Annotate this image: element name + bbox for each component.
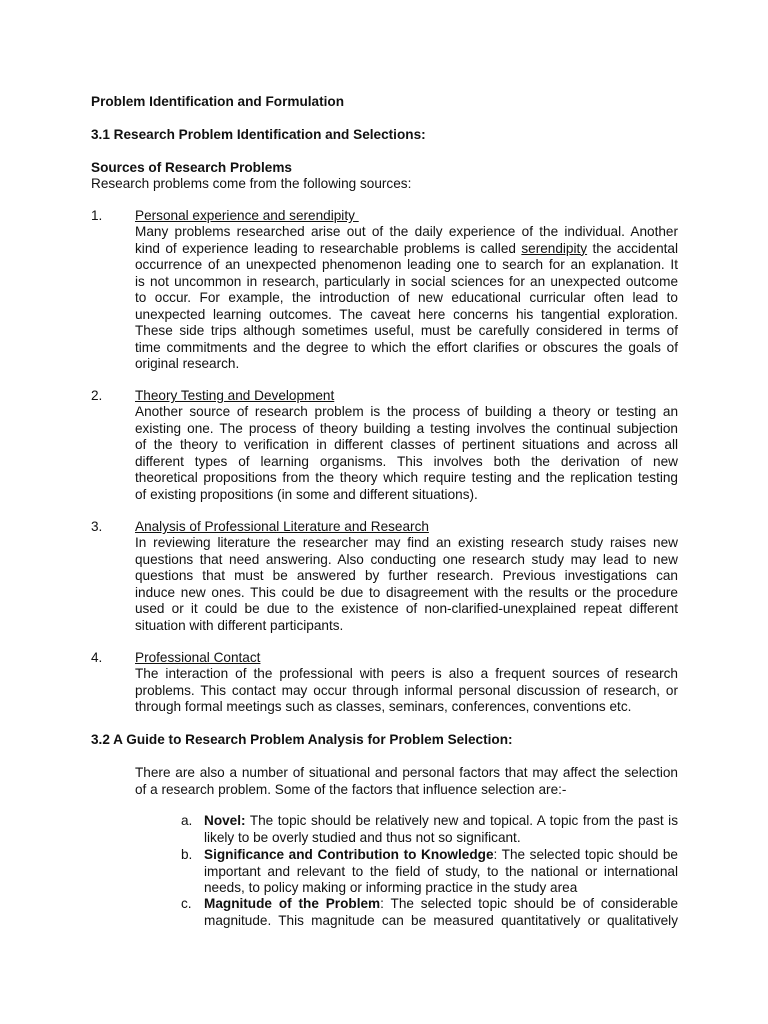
item-title: Analysis of Professional Literature and Research [135, 519, 429, 534]
paragraph-line: of the theory to verification in different classes of pertinent situations and across all [135, 437, 678, 452]
factor-letter: a. [181, 813, 193, 828]
paragraph-line: used or it could be due to the existence of non-clarified-unexplained repeat different [135, 601, 678, 616]
factor-line: important and relevant to the field of study, to the national or international [204, 863, 678, 879]
factor-letter: b. [181, 847, 193, 862]
factor-line: needs, to policy making or informing practice in the study area [204, 880, 578, 895]
item-title: Personal experience and serendipity [135, 208, 359, 223]
section-3-2-heading: 3.2 A Guide to Research Problem Analysis for Problem Selection: [91, 732, 513, 747]
item-title: Professional Contact [135, 650, 261, 665]
factor-line: magnitude. This magnitude can be measured quantitatively or qualitatively [204, 912, 678, 928]
factor-item [204, 896, 678, 929]
factor-line: Significance and Contribution to Knowledge: The selected topic should be [204, 847, 678, 862]
paragraph-line: existing one. The process of theory building a testing involves the continual subjection [135, 420, 678, 436]
factor-label: Magnitude of the Problem [204, 896, 381, 911]
paragraph-line: There are also a number of situational and personal factors that may affect the selection [135, 765, 678, 780]
factors-intro [135, 765, 678, 798]
paragraph-line: of a research problem. Some of the factors that influence selection are:- [135, 781, 567, 797]
factor-item [204, 847, 678, 897]
paragraph-line: questions that need answering. Also conducting one research study may lead to new [135, 551, 678, 567]
item-title: Theory Testing and Development [135, 388, 335, 403]
paragraph-line: Many problems researched arise out of the daily experience of the individual. Another [135, 224, 678, 239]
factor-letter: c. [181, 896, 192, 911]
paragraph-line: original research. [135, 356, 240, 371]
paragraph-line: occurrence of an unexpected phenomenon leading one to search for an explanation. It [135, 257, 678, 272]
paragraph-line: situation with different participants. [135, 617, 344, 633]
paragraph-line: The interaction of the professional with peers is also a frequent sources of research [135, 666, 678, 681]
paragraph-line: questions that must be answered by further research. Previous investigations can [135, 568, 678, 583]
item-paragraph [135, 666, 678, 716]
paragraph-line: theoretical propositions from the theory which require testing and the replication testing [135, 470, 678, 485]
section-3-1-heading: 3.1 Research Problem Identification and Selections: [91, 127, 426, 142]
item-number: 3. [91, 519, 103, 534]
paragraph-line: kind of experience leading to researchable problems is called serendipity the accidental [135, 240, 678, 256]
factor-label: Significance and Contribution to Knowledge [204, 847, 494, 862]
factor-item [204, 813, 678, 846]
item-paragraph [135, 535, 678, 634]
paragraph-line: Another source of research problem is the process of building a theory or testing an [135, 404, 678, 419]
factor-line: Magnitude of the Problem: The selected topic should be of considerable [204, 896, 679, 911]
paragraph-line: These side trips although sometimes useful, must be carefully considered in terms of [135, 323, 678, 338]
paragraph-line: to occur. For example, the introduction of new educational curricular often lead to [135, 290, 678, 305]
paragraph-line: is not uncommon in research, particularly in social sciences for an unexpected outcome [135, 273, 678, 289]
item-paragraph [135, 224, 678, 373]
factor-line: Novel: The topic should be relatively new and topical. A topic from the past is [204, 813, 678, 828]
paragraph-line: time commitments and the degree to which the effort clarifies or obscures the goals of [135, 339, 678, 355]
document-title: Problem Identification and Formulation [91, 94, 345, 109]
sources-heading: Sources of Research Problems [91, 160, 292, 175]
paragraph-line: induce new ones. This could be due to disagreement with the results or the procedure [135, 584, 678, 600]
item-paragraph [135, 404, 678, 503]
serendipity-term: serendipity [521, 240, 588, 256]
paragraph-line: In reviewing literature the researcher may find an existing research study raises new [135, 535, 678, 550]
paragraph-line: different types of learning organisms. This involves both the derivation of new [135, 453, 678, 469]
paragraph-line: problems. This contact may occur through informal personal discussion of research, or [135, 682, 678, 698]
item-number: 2. [91, 388, 103, 403]
factor-line: likely to be overly studied and thus not so significant. [204, 829, 521, 845]
paragraph-line: through formal meetings such as classes, seminars, conferences, conventions etc. [135, 699, 632, 714]
factor-label: Novel: [204, 813, 246, 828]
paragraph-line: of existing propositions (in some and different situations). [135, 486, 478, 502]
paragraph-line: unexpected learning outcomes. The caveat here concerns his tangential exploration. [135, 306, 678, 322]
item-number: 1. [91, 208, 103, 223]
sources-intro: Research problems come from the following sources: [91, 176, 412, 191]
item-number: 4. [91, 650, 103, 665]
